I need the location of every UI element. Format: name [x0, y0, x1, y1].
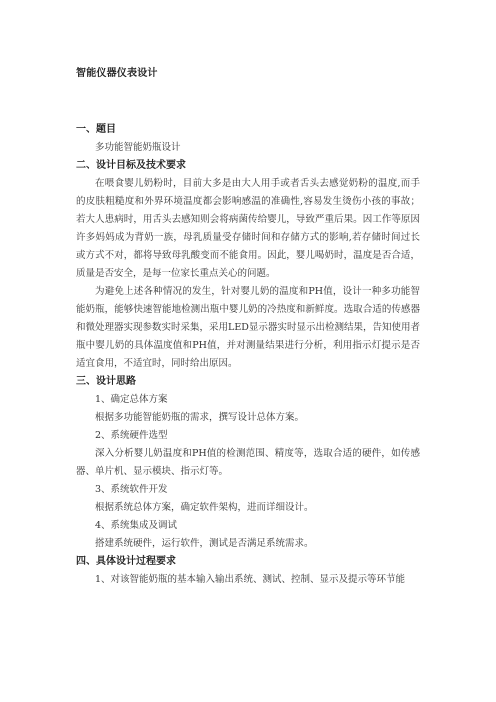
approach-step-3-title: 3、系统软件开发	[95, 484, 168, 495]
goals-paragraph-1: 在喂食婴儿奶粉时，目前大多是由大人用手或者舌头去感觉奶粉的温度,而手的皮肤粗糙度和外界环境温度都会影响感温的准确性,容易发生烫伤小孩的事故；若大人患病时，用舌头去感知则会将病菌传给婴儿，导致严重后果。因工作等原因许多妈妈成为背奶一族，母乳质量受存储时间和存储方式的影响,若存储时间过长或方式不对，都将导致母乳酸变而不能食用。因此，婴儿喝奶时，温度是否合适，质量是否安全，是每一位家长重点关心的问题。	[76, 178, 420, 279]
goals-paragraph-2: 为避免上述各种情况的发生，针对婴儿奶的温度和PH值，设计一种多功能智能奶瓶，能够快速智能地检测出瓶中婴儿奶的冷热度和新鲜度。选取合适的传感器和微处理器实现参数实时采集，采用LED显示器实时显示出检测结果，告知使用者瓶中婴儿奶的具体温度值和PH值，并对测量结果进行分析，利用指示灯提示是否适宜食用，不适宜时，同时给出原因。	[76, 286, 420, 369]
topic-text: 多功能智能奶瓶设计	[95, 142, 181, 153]
approach-step-1-title: 1、确定总体方案	[95, 394, 168, 405]
section-heading-goals: 二、设计目标及技术要求	[76, 160, 186, 171]
process-item-1: 1、对该智能奶瓶的基本输入输出系统、测试、控制、显示及提示等环节能	[95, 574, 406, 585]
approach-step-1-text: 根据多功能智能奶瓶的需求，撰写设计总体方案。	[95, 412, 305, 423]
approach-step-4-text: 搭建系统硬件，运行软件，测试是否满足系统需求。	[95, 538, 314, 549]
document-body	[76, 121, 420, 589]
section-heading-process: 四、具体设计过程要求	[76, 556, 176, 567]
approach-step-4-title: 4、系统集成及调试	[95, 520, 178, 531]
approach-step-2-title: 2、系统硬件选型	[95, 430, 168, 441]
section-heading-topic: 一、题目	[76, 124, 116, 135]
section-heading-approach: 三、设计思路	[76, 376, 136, 387]
approach-step-3-text: 根据系统总体方案，确定软件架构，进而详细设计。	[95, 502, 314, 513]
approach-step-2-text: 深入分析婴儿奶温度和PH值的检测范围、精度等，选取合适的硬件，如传感器、单片机、显示模块、指示灯等。	[76, 448, 420, 477]
document-title: 智能仪器仪表设计	[76, 68, 158, 79]
